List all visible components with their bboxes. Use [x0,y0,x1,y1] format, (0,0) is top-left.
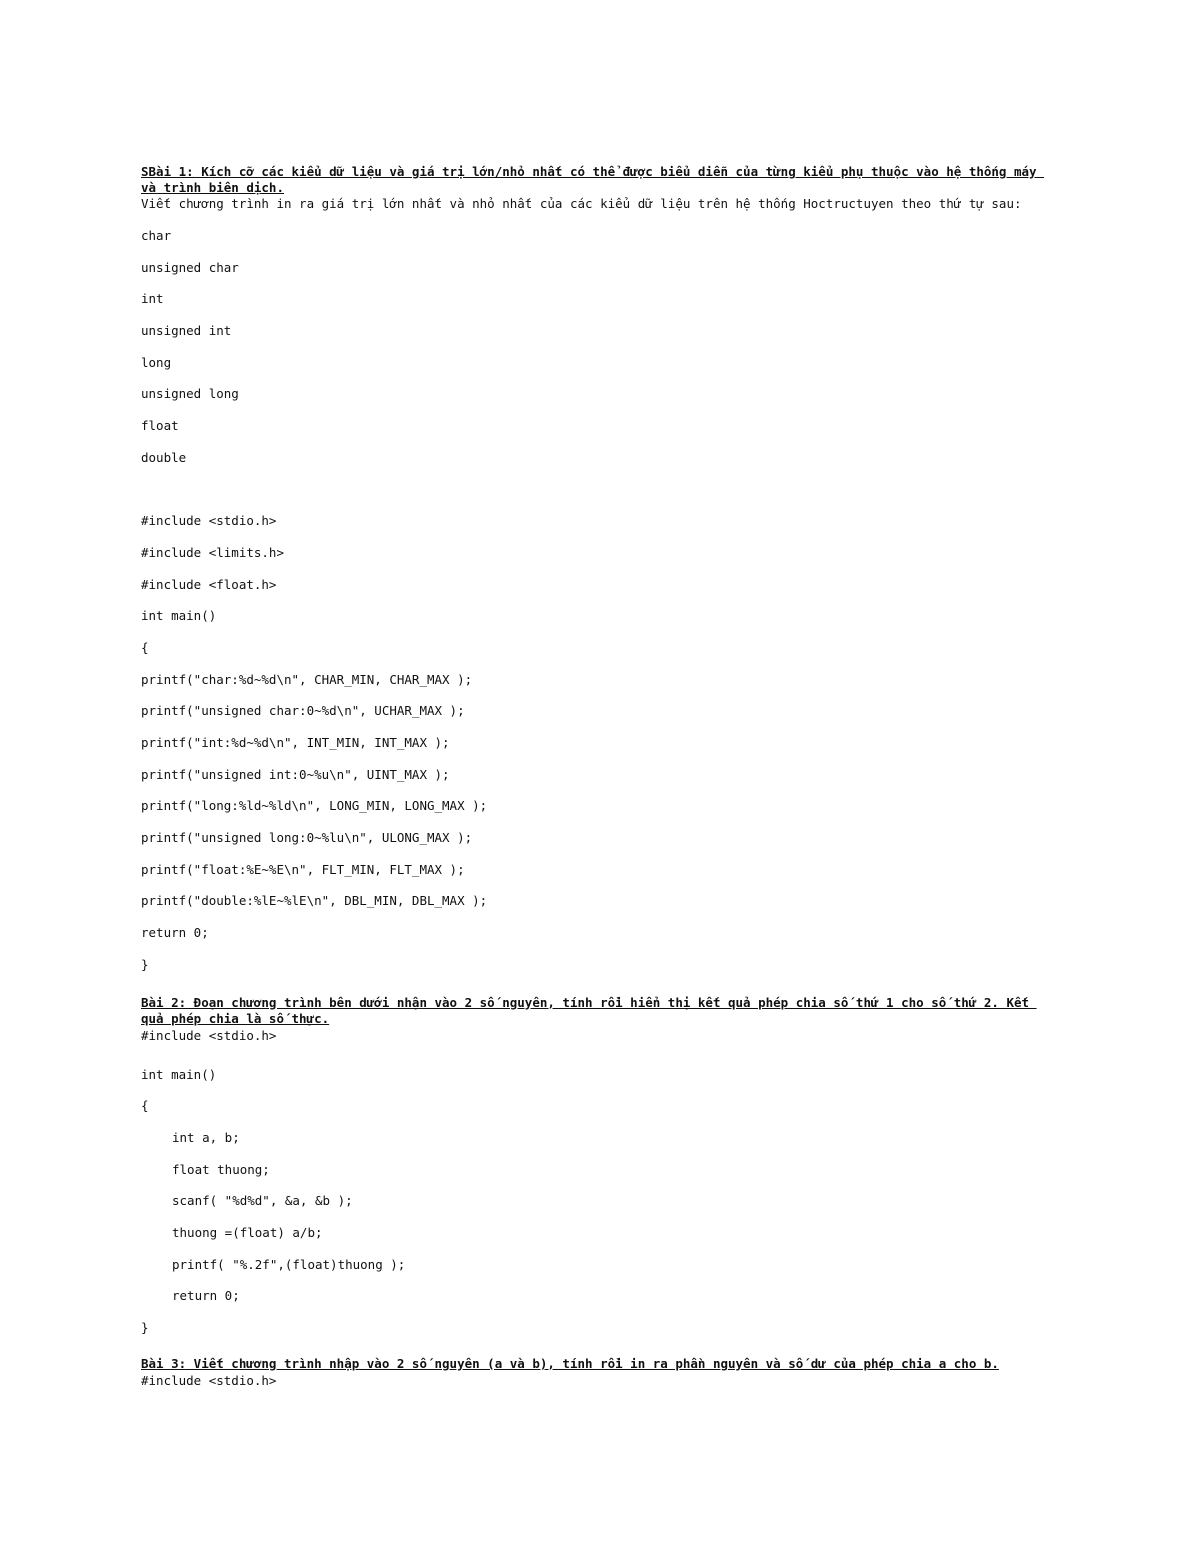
code-line: printf("float:%E~%E\n", FLT_MIN, FLT_MAX ); [141,861,465,877]
exercise-1-heading: SBài 1: Kích cỡ các kiểu dữ liệu và giá trị lớn/nhỏ nhất có thể được biểu diễn của từng kiểu phụ thuộc vào hệ thống máy và trình biên dịch. [141,164,1045,195]
code-line: printf("char:%d~%d\n", CHAR_MIN, CHAR_MAX ); [141,671,473,687]
code-line: #include <stdio.h> [141,513,277,529]
code-line: int main() [141,608,217,624]
code-line: printf("long:%ld~%ld\n", LONG_MIN, LONG_MAX ); [141,798,488,814]
code-line: printf( "%.2f",(float)thuong ); [172,1256,406,1272]
data-type-item: float [141,418,179,434]
code-line: printf("unsigned long:0~%lu\n", ULONG_MAX ); [141,830,473,846]
exercise-3 [141,1356,1051,1390]
code-line: printf("unsigned char:0~%d\n", UCHAR_MAX ); [141,703,465,719]
code-line: thuong =(float) a/b; [172,1224,323,1240]
code-line: printf("unsigned int:0~%u\n", UINT_MAX ); [141,766,450,782]
exercise-1-intro: Viết chương trình in ra giá trị lớn nhất và nhỏ nhất của các kiểu dữ liệu trên hệ thống Hoctructuyen theo thứ tự sau: [141,196,1022,211]
data-type-item: double [141,449,187,465]
data-type-item: int [141,291,164,307]
exercise-2 [141,995,1051,1344]
data-type-item: long [141,354,172,370]
data-type-item: unsigned char [141,259,239,275]
code-line: { [141,1098,149,1114]
code-line: #include <float.h> [141,576,277,592]
exercise-1 [141,164,1051,981]
code-line: int a, b; [172,1129,240,1145]
code-line: } [141,1320,149,1335]
code-line: float thuong; [172,1161,270,1177]
code-line: } [141,956,149,972]
code-line: printf("double:%lE~%lE\n", DBL_MIN, DBL_MAX ); [141,893,488,909]
code-line: return 0; [141,925,209,941]
exercise-1-code [141,505,1051,980]
data-type-list [141,220,1051,474]
data-type-item: char [141,228,172,243]
code-line: { [141,639,149,655]
code-line: #include <stdio.h> [141,1372,277,1388]
data-type-item: unsigned int [141,323,232,339]
code-line: printf("int:%d~%d\n", INT_MIN, INT_MAX ); [141,735,450,750]
exercise-2-code [141,1027,1051,1344]
code-line: #include <limits.h> [141,544,284,560]
code-line: int main() [141,1066,217,1082]
code-line: #include <stdio.h> [141,1027,277,1043]
code-line: return 0; [172,1288,240,1304]
exercise-3-code [141,1372,1051,1390]
document-page [141,164,1051,1390]
exercise-2-heading: Bài 2: Đoạn chương trình bên dưới nhận vào 2 số nguyên, tính rồi hiển thị kết quả phép chia số thứ 1 cho số thứ 2. Kết quả phép chia là số thực. [141,994,1037,1026]
spacer [141,474,1051,506]
exercise-3-heading: Bài 3: Viết chương trình nhập vào 2 số nguyên (a và b), tính rồi in ra phần nguyên và số dư của phép chia a cho b. [141,1355,999,1371]
code-line: scanf( "%d%d", &a, &b ); [172,1193,353,1209]
data-type-item: unsigned long [141,386,239,402]
